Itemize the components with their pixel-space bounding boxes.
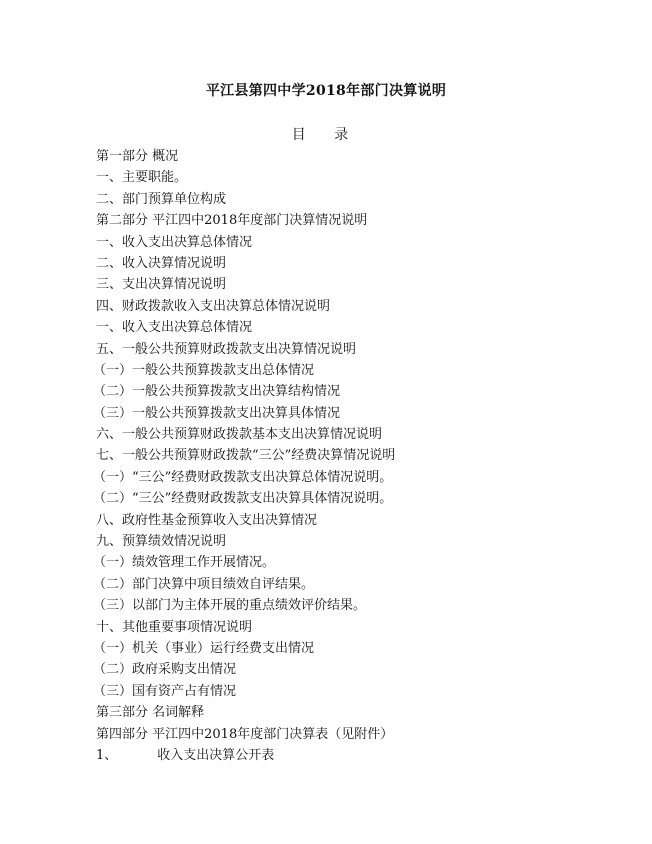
toc-item: （三）以部门为主体开展的重点绩效评价结果。: [93, 598, 367, 614]
toc-item: 一、收入支出决算总体情况: [96, 234, 253, 250]
toc-item: 五、一般公共预算财政拨款支出决算情况说明: [96, 341, 357, 357]
toc-heading: 目 录: [291, 127, 361, 143]
toc-item: （二）部门决算中项目绩效自评结果。: [93, 576, 315, 592]
toc-item: （一）绩效管理工作开展情况。: [93, 555, 276, 571]
toc-item: 八、政府性基金预算收入支出决算情况: [96, 512, 318, 528]
toc-item: （二）政府采购支出情况: [93, 662, 237, 678]
document-title: 平江县第四中学2018年部门决算说明: [205, 83, 447, 99]
toc-item-numbered: [96, 745, 616, 766]
toc-item: （三）一般公共预算拨款支出决算具体情况: [93, 405, 341, 421]
toc-item-label: 收入支出决算公开表: [157, 747, 275, 763]
toc-item: 第一部分 概况: [96, 149, 179, 164]
toc-item: 六、一般公共预算财政拨款基本支出决算情况说明: [96, 427, 383, 443]
toc-item: （一）机关（事业）运行经费支出情况: [93, 640, 315, 656]
toc-item: （二）“三公”经费财政拨款支出决算具体情况说明。: [93, 491, 393, 507]
toc-item: （三）国有资产占有情况: [93, 683, 237, 699]
toc-item: 七、一般公共预算财政拨款“三公”经费决算情况说明: [96, 448, 396, 464]
toc-item: 九、预算绩效情况说明: [96, 534, 227, 550]
toc-item: 第四部分 平江四中2018年度部门决算表（见附件）: [96, 726, 394, 742]
toc-item: （一）“三公”经费财政拨款支出决算总体情况说明。: [93, 469, 393, 485]
toc-item: （一）一般公共预算拨款支出总体情况: [93, 362, 315, 378]
table-of-contents: [93, 146, 616, 766]
toc-item: 一、收入支出决算总体情况: [96, 320, 253, 336]
toc-item: 第二部分 平江四中2018年度部门决算情况说明: [96, 213, 368, 229]
toc-item: （二）一般公共预算拨款支出决算结构情况: [93, 384, 341, 400]
toc-item: 一、主要职能。: [96, 170, 188, 186]
toc-item-number: 1、: [96, 747, 118, 763]
toc-item: 十、其他重要事项情况说明: [96, 619, 253, 635]
toc-item: 四、财政拨款收入支出决算总体情况说明: [96, 298, 331, 314]
toc-item: 二、收入决算情况说明: [96, 255, 227, 271]
toc-item: 第三部分 名词解释: [96, 705, 205, 721]
toc-item: 二、部门预算单位构成: [96, 191, 227, 207]
toc-item: 三、支出决算情况说明: [96, 277, 227, 293]
